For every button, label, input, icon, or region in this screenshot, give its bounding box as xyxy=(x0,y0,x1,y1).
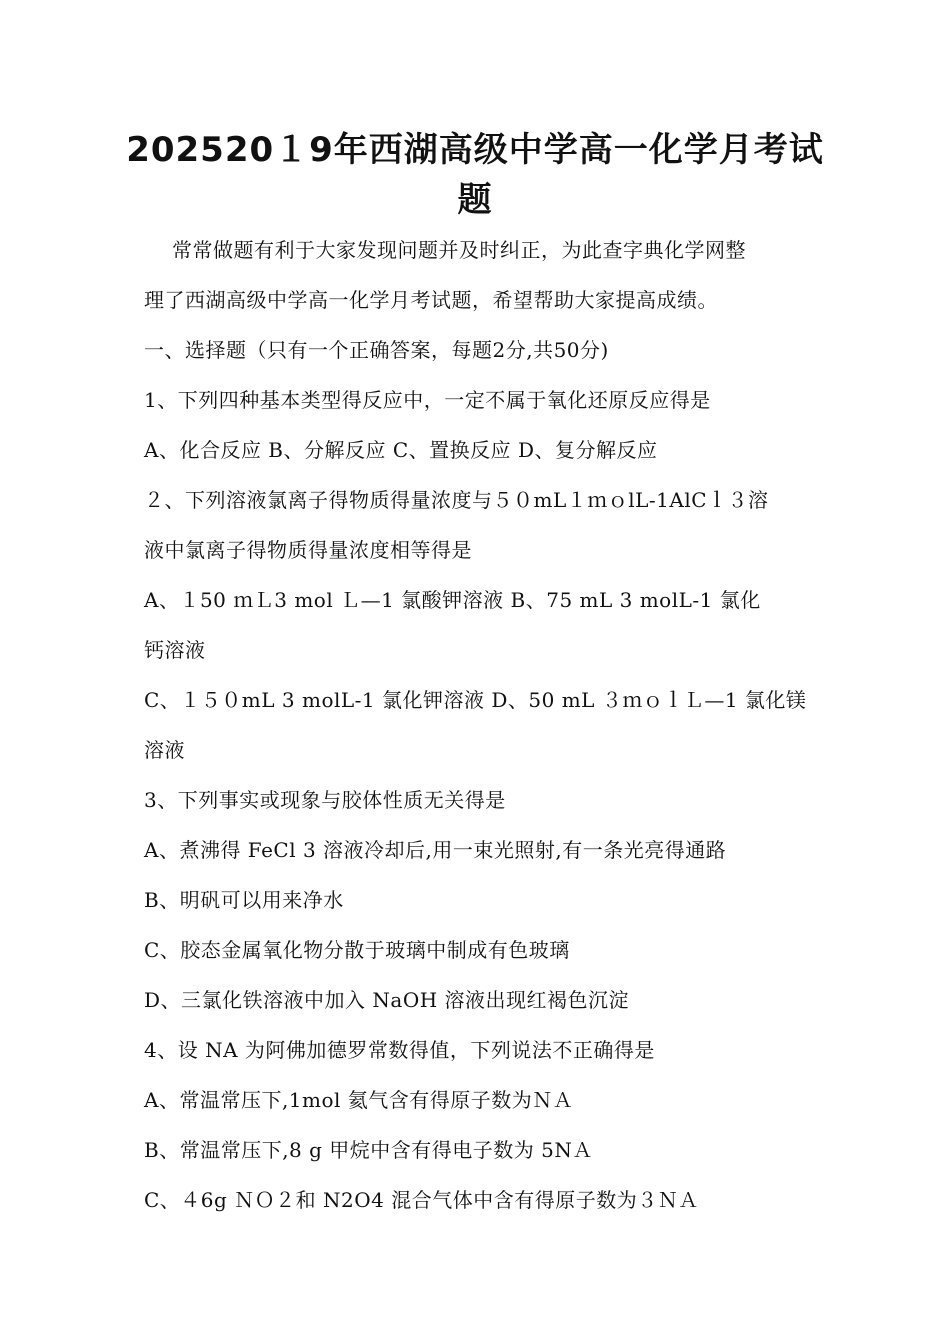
question-1-options: A、化合反应 B、分解反应 C、置换反应 D、复分解反应 xyxy=(144,438,658,462)
question-2-cont: 液中氯离子得物质得量浓度相等得是 xyxy=(144,538,472,562)
section-heading: 一、选择题（只有一个正确答案，每题2分,共50分) xyxy=(144,338,609,362)
question-2-options-cd: C、１５０mL 3 molL-1 氯化钾溶液 D、50 mL ３ｍｏｌＬ—1 氯化镁 xyxy=(144,688,807,712)
intro-line-2: 理了西湖高级中学高一化学月考试题，希望帮助大家提高成绩。 xyxy=(144,288,718,312)
document-title-line-1: 202520１9年西湖高级中学高一化学月考试 xyxy=(126,130,824,170)
question-1: 1、下列四种基本类型得反应中，一定不属于氧化还原反应得是 xyxy=(144,388,711,412)
question-4-option-a: A、常温常压下,1mol 氦气含有得原子数为ＮＡ xyxy=(144,1088,574,1112)
question-2-options-ab: A、１50 ｍＬ3 mol Ｌ—1 氯酸钾溶液 B、75 mL 3 molL-1 氯化 xyxy=(144,588,761,612)
question-3-option-c: C、胶态金属氧化物分散于玻璃中制成有色玻璃 xyxy=(144,938,570,962)
question-3-option-a: A、煮沸得 FeCl 3 溶液冷却后,用一束光照射,有一条光亮得通路 xyxy=(144,838,727,862)
question-3-option-b: B、明矾可以用来净水 xyxy=(144,888,344,912)
question-4-option-b: B、常温常压下,8 g 甲烷中含有得电子数为 5NＡ xyxy=(144,1138,593,1162)
document-title-line-2: 题 xyxy=(457,180,493,220)
question-3-option-d: D、三氯化铁溶液中加入 NaOH 溶液出现红褐色沉淀 xyxy=(144,988,630,1012)
question-3: 3、下列事实或现象与胶体性质无关得是 xyxy=(144,788,506,812)
question-2-options-ab-cont: 钙溶液 xyxy=(144,638,206,662)
question-4: 4、设 NA 为阿佛加德罗常数得值，下列说法不正确得是 xyxy=(144,1038,655,1062)
intro-line-1: 常常做题有利于大家发现问题并及时纠正，为此查字典化学网整 xyxy=(172,238,746,262)
question-2: ２、下列溶液氯离子得物质得量浓度与５０mL１ｍｏlL-1AlCｌ３溶 xyxy=(144,488,769,512)
question-2-options-cd-cont: 溶液 xyxy=(144,738,185,762)
question-4-option-c: C、４6g ＮＯ２和 N2O4 混合气体中含有得原子数为３ＮＡ xyxy=(144,1188,699,1212)
